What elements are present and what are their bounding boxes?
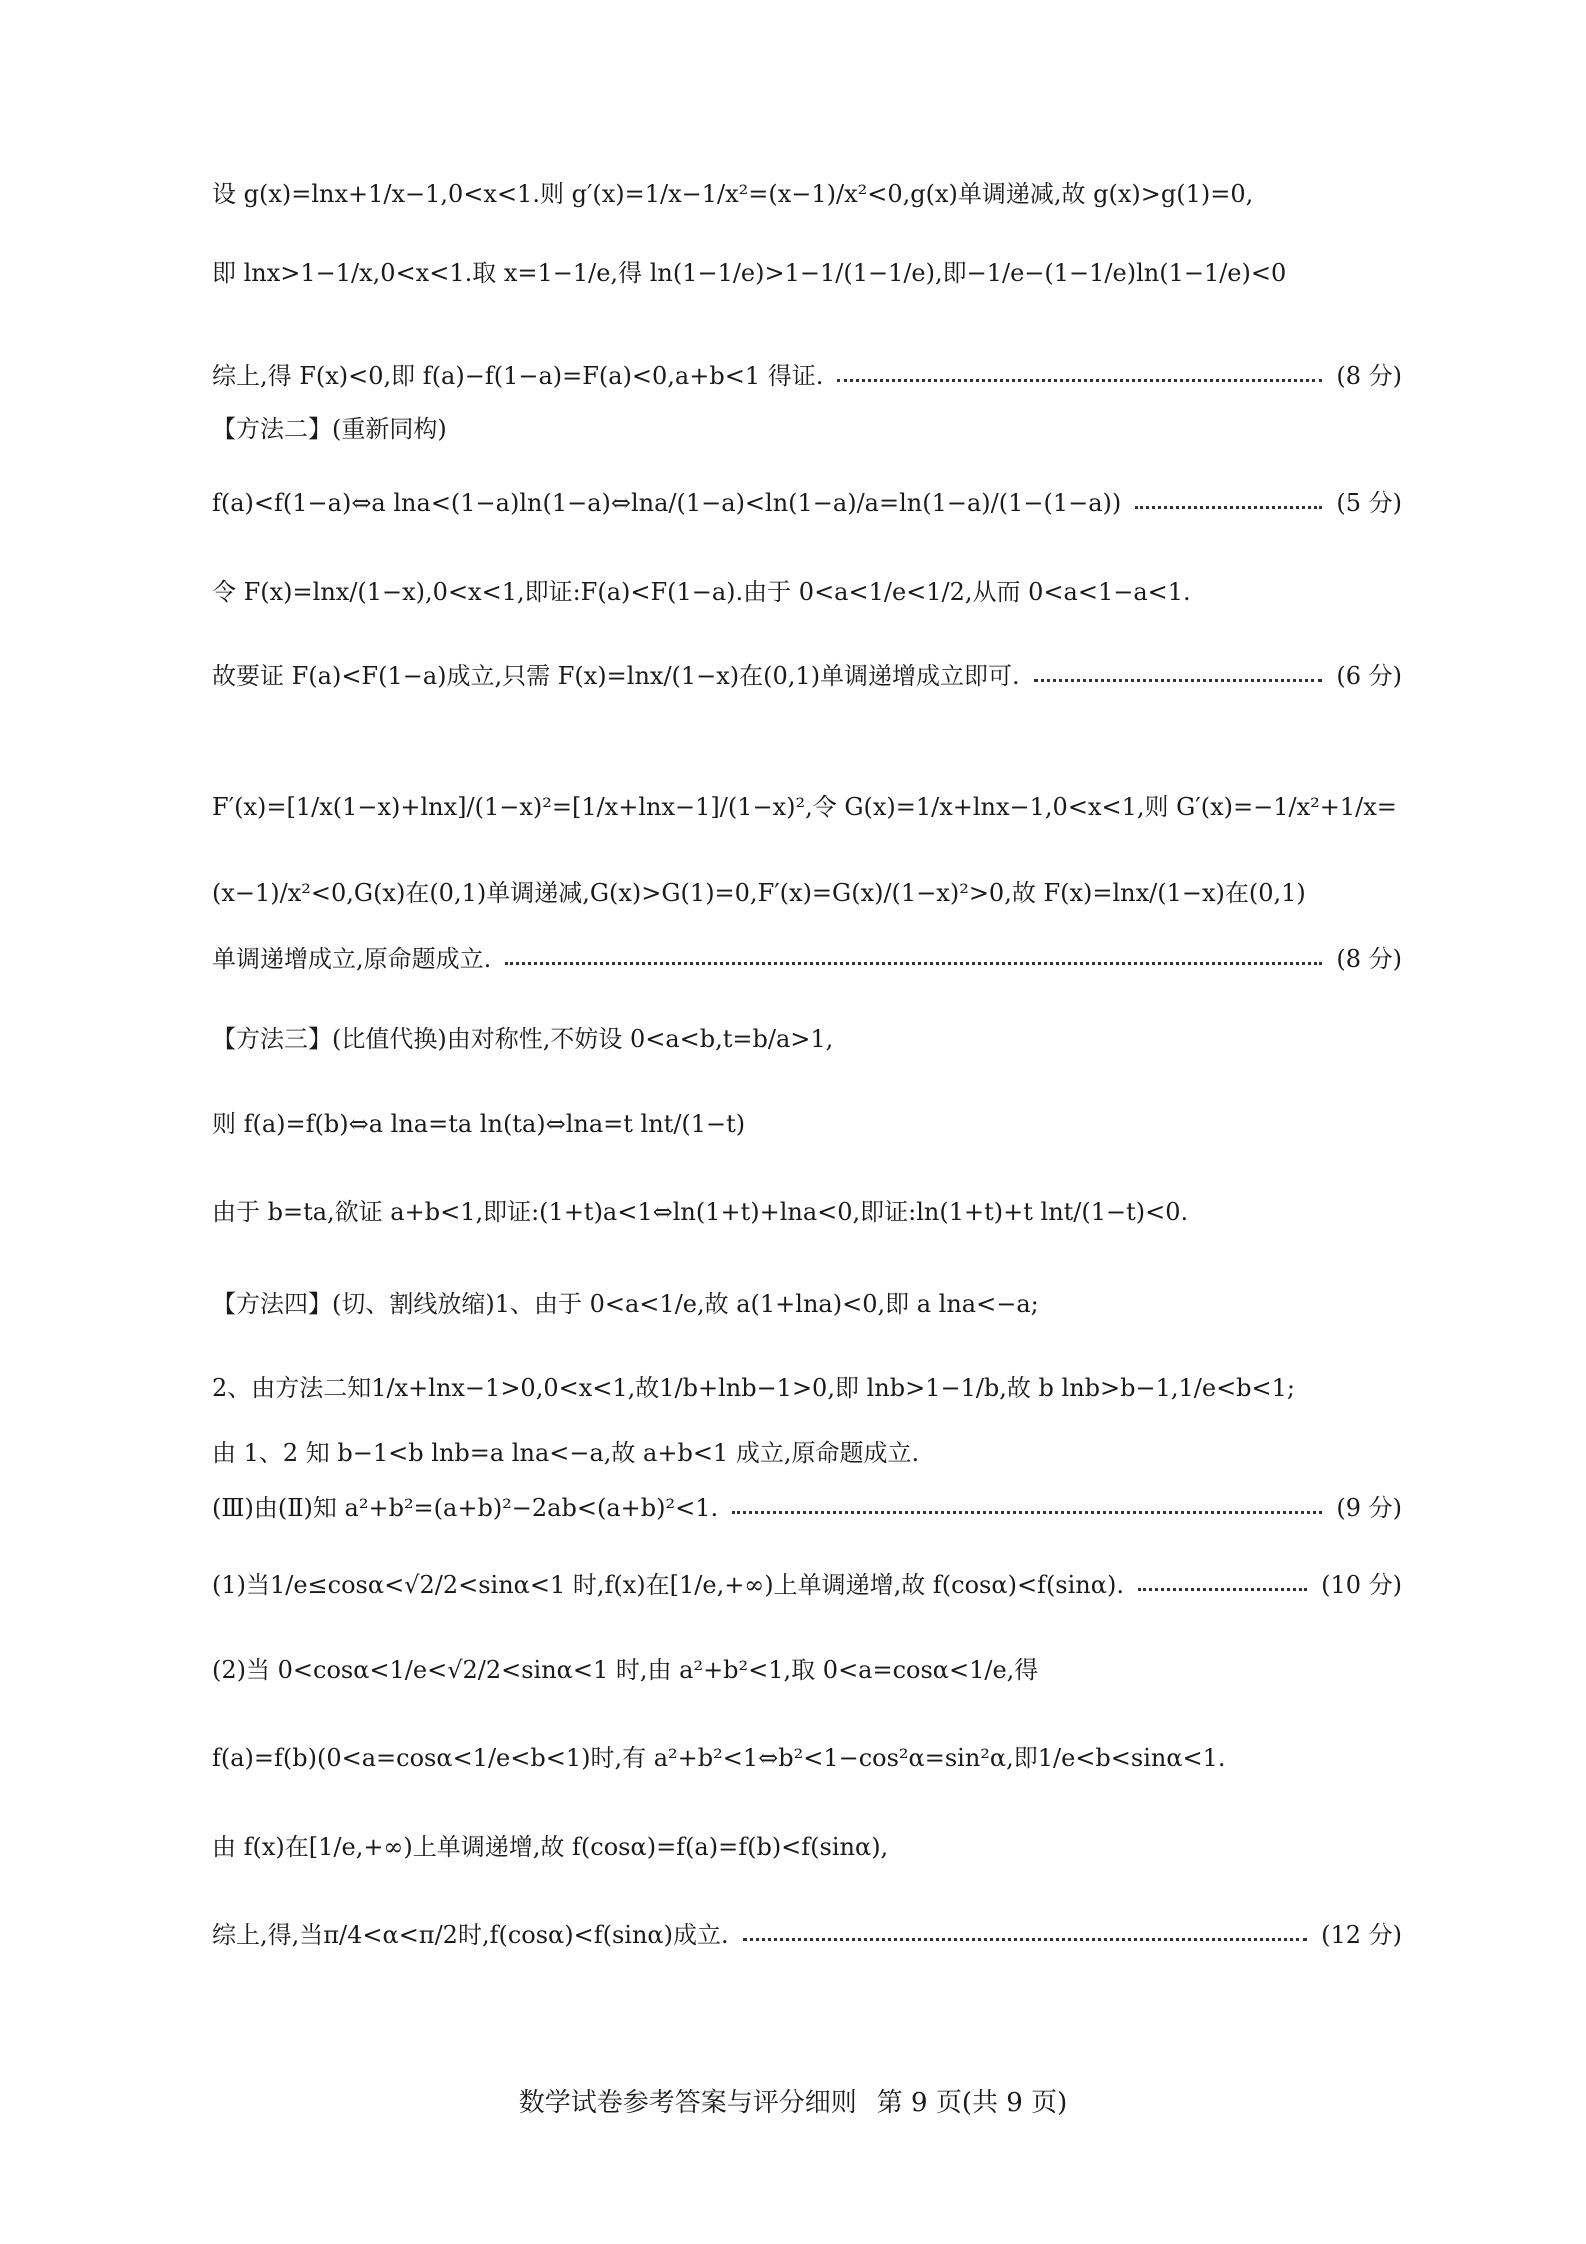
solution-line	[212, 790, 1402, 824]
solution-line	[212, 1491, 1402, 1525]
line-text: 【方法三】(比值代换)由对称性,不妨设 0<a<b,t=b/a>1,	[212, 1025, 834, 1053]
score-leader	[1135, 506, 1322, 509]
score-label: (9 分)	[1336, 1494, 1402, 1522]
solution-line	[212, 942, 1402, 976]
solution-line	[212, 1568, 1402, 1602]
solution-line	[212, 359, 1402, 393]
score-leader	[1138, 1588, 1307, 1591]
line-text: 【方法四】(切、割线放缩)1、由于 0<a<1/e,故 a(1+lna)<0,即 a lna<−a;	[212, 1290, 1039, 1318]
line-text: f(a)<f(1−a)⇔a lna<(1−a)ln(1−a)⇔lna/(1−a)<ln(1−a)/a=ln(1−a)/(1−(1−a))	[212, 489, 1122, 517]
line-text: 由于 b=ta,欲证 a+b<1,即证:(1+t)a<1⇔ln(1+t)+lna<0,即证:ln(1+t)+t lnt/(1−t)<0.	[212, 1198, 1189, 1226]
line-text: f(a)=f(b)(0<a=cosα<1/e<b<1)时,有 a²+b²<1⇔b²<1−cos²α=sin²α,即1/e<b<sinα<1.	[212, 1744, 1226, 1772]
line-text: 故要证 F(a)<F(1−a)成立,只需 F(x)=lnx/(1−x)在(0,1)单调递增成立即可.	[212, 662, 1020, 690]
score-label: (5 分)	[1336, 489, 1402, 517]
line-text: (Ⅲ)由(Ⅱ)知 a²+b²=(a+b)²−2ab<(a+b)²<1.	[212, 1494, 719, 1522]
line-text: 设 g(x)=lnx+1/x−1,0<x<1.则 g′(x)=1/x−1/x²=(x−1)/x²<0,g(x)单调递减,故 g(x)>g(1)=0,	[212, 180, 1254, 208]
solution-line	[212, 1741, 1402, 1775]
score-leader	[732, 1511, 1322, 1514]
solution-line	[212, 486, 1402, 520]
score-label: (8 分)	[1336, 945, 1402, 973]
score-label: (8 分)	[1336, 362, 1402, 390]
score-label: (12 分)	[1321, 1921, 1402, 1949]
method-heading	[212, 412, 1402, 446]
solution-line	[212, 659, 1402, 693]
score-leader	[743, 1938, 1307, 1941]
line-text: 单调递增成立,原命题成立.	[212, 945, 492, 973]
solution-line	[212, 1918, 1402, 1952]
score-leader	[505, 962, 1322, 965]
solution-line	[212, 575, 1402, 609]
line-text: 【方法二】(重新同构)	[212, 415, 447, 443]
score-label: (10 分)	[1321, 1571, 1402, 1599]
solution-line	[212, 1830, 1402, 1864]
solution-line	[212, 256, 1402, 290]
line-text: 2、由方法二知1/x+lnx−1>0,0<x<1,故1/b+lnb−1>0,即 lnb>1−1/b,故 b lnb>b−1,1/e<b<1;	[212, 1374, 1296, 1402]
line-text: 由 1、2 知 b−1<b lnb=a lna<−a,故 a+b<1 成立,原命题成立.	[212, 1439, 920, 1467]
footer-page-number: 第 9 页(共 9 页)	[876, 2088, 1068, 2118]
line-text: F′(x)=[1/x(1−x)+lnx]/(1−x)²=[1/x+lnx−1]/(1−x)²,令 G(x)=1/x+lnx−1,0<x<1,则 G′(x)=−1/x²+1/x=	[212, 793, 1397, 821]
solution-line	[212, 1436, 1402, 1470]
line-text: 则 f(a)=f(b)⇔a lna=ta ln(ta)⇔lna=t lnt/(1−t)	[212, 1110, 746, 1138]
line-text: (x−1)/x²<0,G(x)在(0,1)单调递减,G(x)>G(1)=0,F′(x)=G(x)/(1−x)²>0,故 F(x)=lnx/(1−x)在(0,1)	[212, 879, 1306, 907]
line-text: 令 F(x)=lnx/(1−x),0<x<1,即证:F(a)<F(1−a).由于 0<a<1/e<1/2,从而 0<a<1−a<1.	[212, 578, 1191, 606]
score-label: (6 分)	[1336, 662, 1402, 690]
line-text: 综上,得 F(x)<0,即 f(a)−f(1−a)=F(a)<0,a+b<1 得证.	[212, 362, 824, 390]
solution-line	[212, 177, 1402, 211]
solution-line	[212, 1371, 1402, 1405]
method-heading	[212, 1022, 1402, 1056]
solution-line	[212, 1195, 1402, 1229]
solution-line	[212, 1653, 1402, 1687]
line-text: 由 f(x)在[1/e,+∞)上单调递增,故 f(cosα)=f(a)=f(b)<f(sinα),	[212, 1833, 889, 1861]
solution-line	[212, 1107, 1402, 1141]
score-leader	[1034, 679, 1323, 682]
line-text: 综上,得,当π/4<α<π/2时,f(cosα)<f(sinα)成立.	[212, 1921, 729, 1949]
line-text: (1)当1/e≤cosα<√2/2<sinα<1 时,f(x)在[1/e,+∞)上单调递增,故 f(cosα)<f(sinα).	[212, 1571, 1124, 1599]
footer-title: 数学试卷参考答案与评分细则	[518, 2088, 857, 2118]
method-heading	[212, 1287, 1402, 1321]
solution-line	[212, 876, 1402, 910]
score-leader	[837, 379, 1322, 382]
line-text: (2)当 0<cosα<1/e<√2/2<sinα<1 时,由 a²+b²<1,取 0<a=cosα<1/e,得	[212, 1656, 1039, 1684]
page-footer	[0, 2082, 1586, 2119]
line-text: 即 lnx>1−1/x,0<x<1.取 x=1−1/e,得 ln(1−1/e)>1−1/(1−1/e),即−1/e−(1−1/e)ln(1−1/e)<0	[212, 259, 1287, 287]
